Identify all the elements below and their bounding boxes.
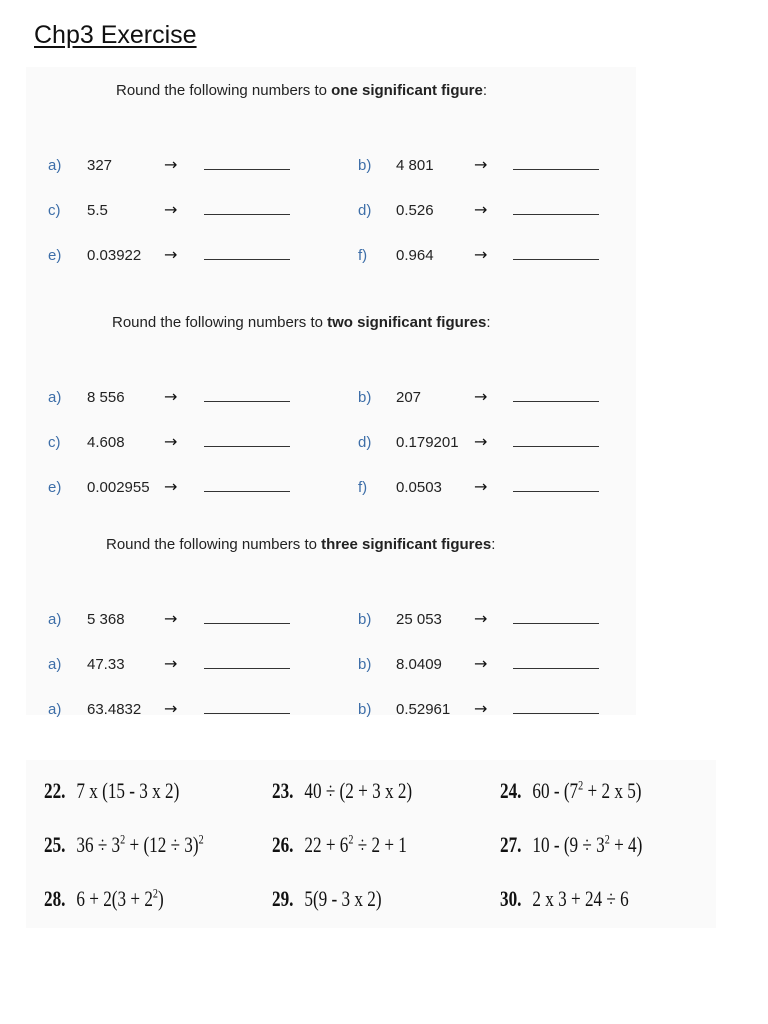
- arrow-icon: →: [474, 654, 488, 673]
- arrow-icon: →: [164, 200, 178, 219]
- arrow-icon: →: [164, 155, 178, 174]
- question-value: 4.608: [87, 434, 125, 451]
- arrow-icon: →: [164, 477, 178, 496]
- question-letter: a): [48, 701, 62, 718]
- question-value: 0.0503: [396, 479, 442, 496]
- question-value: 5.5: [87, 202, 108, 219]
- expression-text: $22 + 6^2 \div 2 + 1$: [304, 832, 407, 858]
- answer-blank[interactable]: [204, 214, 290, 215]
- exponent: 2: [604, 832, 610, 847]
- heading-colon: :: [486, 314, 491, 331]
- expression-number: 28.: [44, 886, 66, 912]
- arrow-icon: →: [164, 654, 178, 673]
- arrow-icon: →: [474, 200, 488, 219]
- question-value: 327: [87, 157, 113, 174]
- answer-blank[interactable]: [204, 259, 290, 260]
- question-value: 207: [396, 389, 422, 406]
- question-row: [26, 609, 636, 631]
- arrow-icon: →: [164, 387, 178, 406]
- expression-number: 25.: [44, 832, 66, 858]
- worksheet-rounding: [26, 67, 636, 718]
- answer-blank[interactable]: [513, 259, 599, 260]
- question-letter: a): [48, 656, 62, 673]
- arrow-icon: →: [474, 432, 488, 451]
- question-value: 0.179201: [396, 434, 459, 451]
- question-row: [26, 654, 636, 676]
- expression-text: $36 \div 3^2 + (12 \div 3)^2$: [76, 832, 204, 858]
- answer-blank[interactable]: [204, 623, 290, 624]
- question-value: 4 801: [396, 157, 434, 174]
- arrow-icon: →: [474, 477, 488, 496]
- answer-blank[interactable]: [513, 214, 599, 215]
- exponent: 2: [348, 832, 354, 847]
- question-letter: a): [48, 389, 62, 406]
- answer-blank[interactable]: [204, 169, 290, 170]
- question-letter: d): [358, 434, 372, 451]
- expression-text: $10 - (9 \div 3^2 + 4)$: [532, 832, 643, 858]
- question-value: 0.002955: [87, 479, 150, 496]
- section-heading: [112, 314, 491, 331]
- expression-text: $60 - (7^2 + 2$ x 5): [532, 778, 642, 804]
- expression-text: 40 ÷ (2 + 3 x 2): [304, 778, 413, 803]
- question-letter: b): [358, 701, 372, 718]
- exponent: 2: [152, 886, 158, 901]
- answer-blank[interactable]: [513, 491, 599, 492]
- expression-number: 24.: [500, 778, 522, 804]
- heading-text: Round the following numbers to: [106, 536, 322, 553]
- question-value: 8.0409: [396, 656, 442, 673]
- expression-number: 27.: [500, 832, 522, 858]
- arrow-icon: →: [164, 245, 178, 264]
- exponent: 2: [120, 832, 126, 847]
- exponent: 2: [578, 778, 584, 793]
- heading-text: Round the following numbers to: [116, 82, 332, 99]
- answer-blank[interactable]: [513, 713, 599, 714]
- arrow-icon: →: [474, 699, 488, 718]
- question-value: 63.4832: [87, 701, 142, 718]
- question-row: [26, 432, 636, 454]
- question-letter: a): [48, 611, 62, 628]
- question-letter: f): [358, 479, 368, 496]
- page-title: Chp3 Exercise: [34, 21, 197, 49]
- question-letter: f): [358, 247, 368, 264]
- worksheet-order-of-operations: [26, 760, 716, 928]
- answer-blank[interactable]: [204, 446, 290, 447]
- expression-item: [44, 778, 179, 804]
- question-row: [26, 699, 636, 721]
- question-letter: d): [358, 202, 372, 219]
- expression-number: 23.: [272, 778, 294, 803]
- heading-colon: :: [491, 536, 496, 553]
- arrow-icon: →: [164, 432, 178, 451]
- question-letter: b): [358, 157, 372, 174]
- question-letter: b): [358, 611, 372, 628]
- answer-blank[interactable]: [204, 401, 290, 402]
- arrow-icon: →: [164, 699, 178, 718]
- expression-item: [272, 778, 412, 804]
- question-row: [26, 155, 636, 177]
- question-value: 5 368: [87, 611, 125, 628]
- arrow-icon: →: [474, 609, 488, 628]
- arrow-icon: →: [164, 609, 178, 628]
- expression-number: 22.: [44, 778, 66, 803]
- expression-text: 2 x 3 + 24 ÷ 6: [532, 886, 629, 911]
- section-heading: [106, 536, 495, 553]
- expression-item: [500, 832, 642, 858]
- answer-blank[interactable]: [513, 623, 599, 624]
- expression-item: [272, 886, 382, 912]
- expression-item: [500, 886, 629, 912]
- exponent: 2: [198, 832, 204, 847]
- answer-blank[interactable]: [513, 401, 599, 402]
- question-value: 8 556: [87, 389, 125, 406]
- expression-item: [500, 778, 641, 804]
- question-value: 0.964: [396, 247, 434, 264]
- question-letter: b): [358, 389, 372, 406]
- question-letter: e): [48, 247, 62, 264]
- expression-number: 26.: [272, 832, 294, 858]
- question-value: 25 053: [396, 611, 442, 628]
- expression-item: [272, 832, 407, 858]
- answer-blank[interactable]: [513, 446, 599, 447]
- expression-number: 29.: [272, 886, 294, 911]
- answer-blank[interactable]: [204, 713, 290, 714]
- expression-text: 7 x (15 - 3 x 2): [76, 778, 180, 803]
- question-letter: b): [358, 656, 372, 673]
- question-row: [26, 387, 636, 409]
- question-letter: c): [48, 202, 61, 219]
- arrow-icon: →: [474, 387, 488, 406]
- question-value: 0.52961: [396, 701, 451, 718]
- question-row: [26, 477, 636, 499]
- question-value: 47.33: [87, 656, 125, 673]
- expression-number: 30.: [500, 886, 522, 911]
- answer-blank[interactable]: [204, 491, 290, 492]
- answer-blank[interactable]: [513, 169, 599, 170]
- expression-text: 5(9 - 3 x 2): [304, 886, 382, 911]
- heading-emphasis: one significant figure: [331, 82, 483, 99]
- question-letter: a): [48, 157, 62, 174]
- section-heading: [116, 82, 487, 99]
- heading-colon: :: [482, 82, 487, 99]
- heading-text: Round the following numbers to: [112, 314, 328, 331]
- answer-blank[interactable]: [204, 668, 290, 669]
- question-value: 0.526: [396, 202, 434, 219]
- heading-emphasis: two significant figures: [327, 314, 487, 331]
- question-letter: e): [48, 479, 62, 496]
- question-value: 0.03922: [87, 247, 142, 264]
- question-letter: c): [48, 434, 61, 451]
- answer-blank[interactable]: [513, 668, 599, 669]
- expression-item: [44, 832, 204, 858]
- expression-text: $6 + 2(3 + 2^2)$: [76, 886, 164, 912]
- question-row: [26, 200, 636, 222]
- arrow-icon: →: [474, 245, 488, 264]
- heading-emphasis: three significant figures: [321, 536, 492, 553]
- arrow-icon: →: [474, 155, 488, 174]
- expression-item: [44, 886, 164, 912]
- question-row: [26, 245, 636, 267]
